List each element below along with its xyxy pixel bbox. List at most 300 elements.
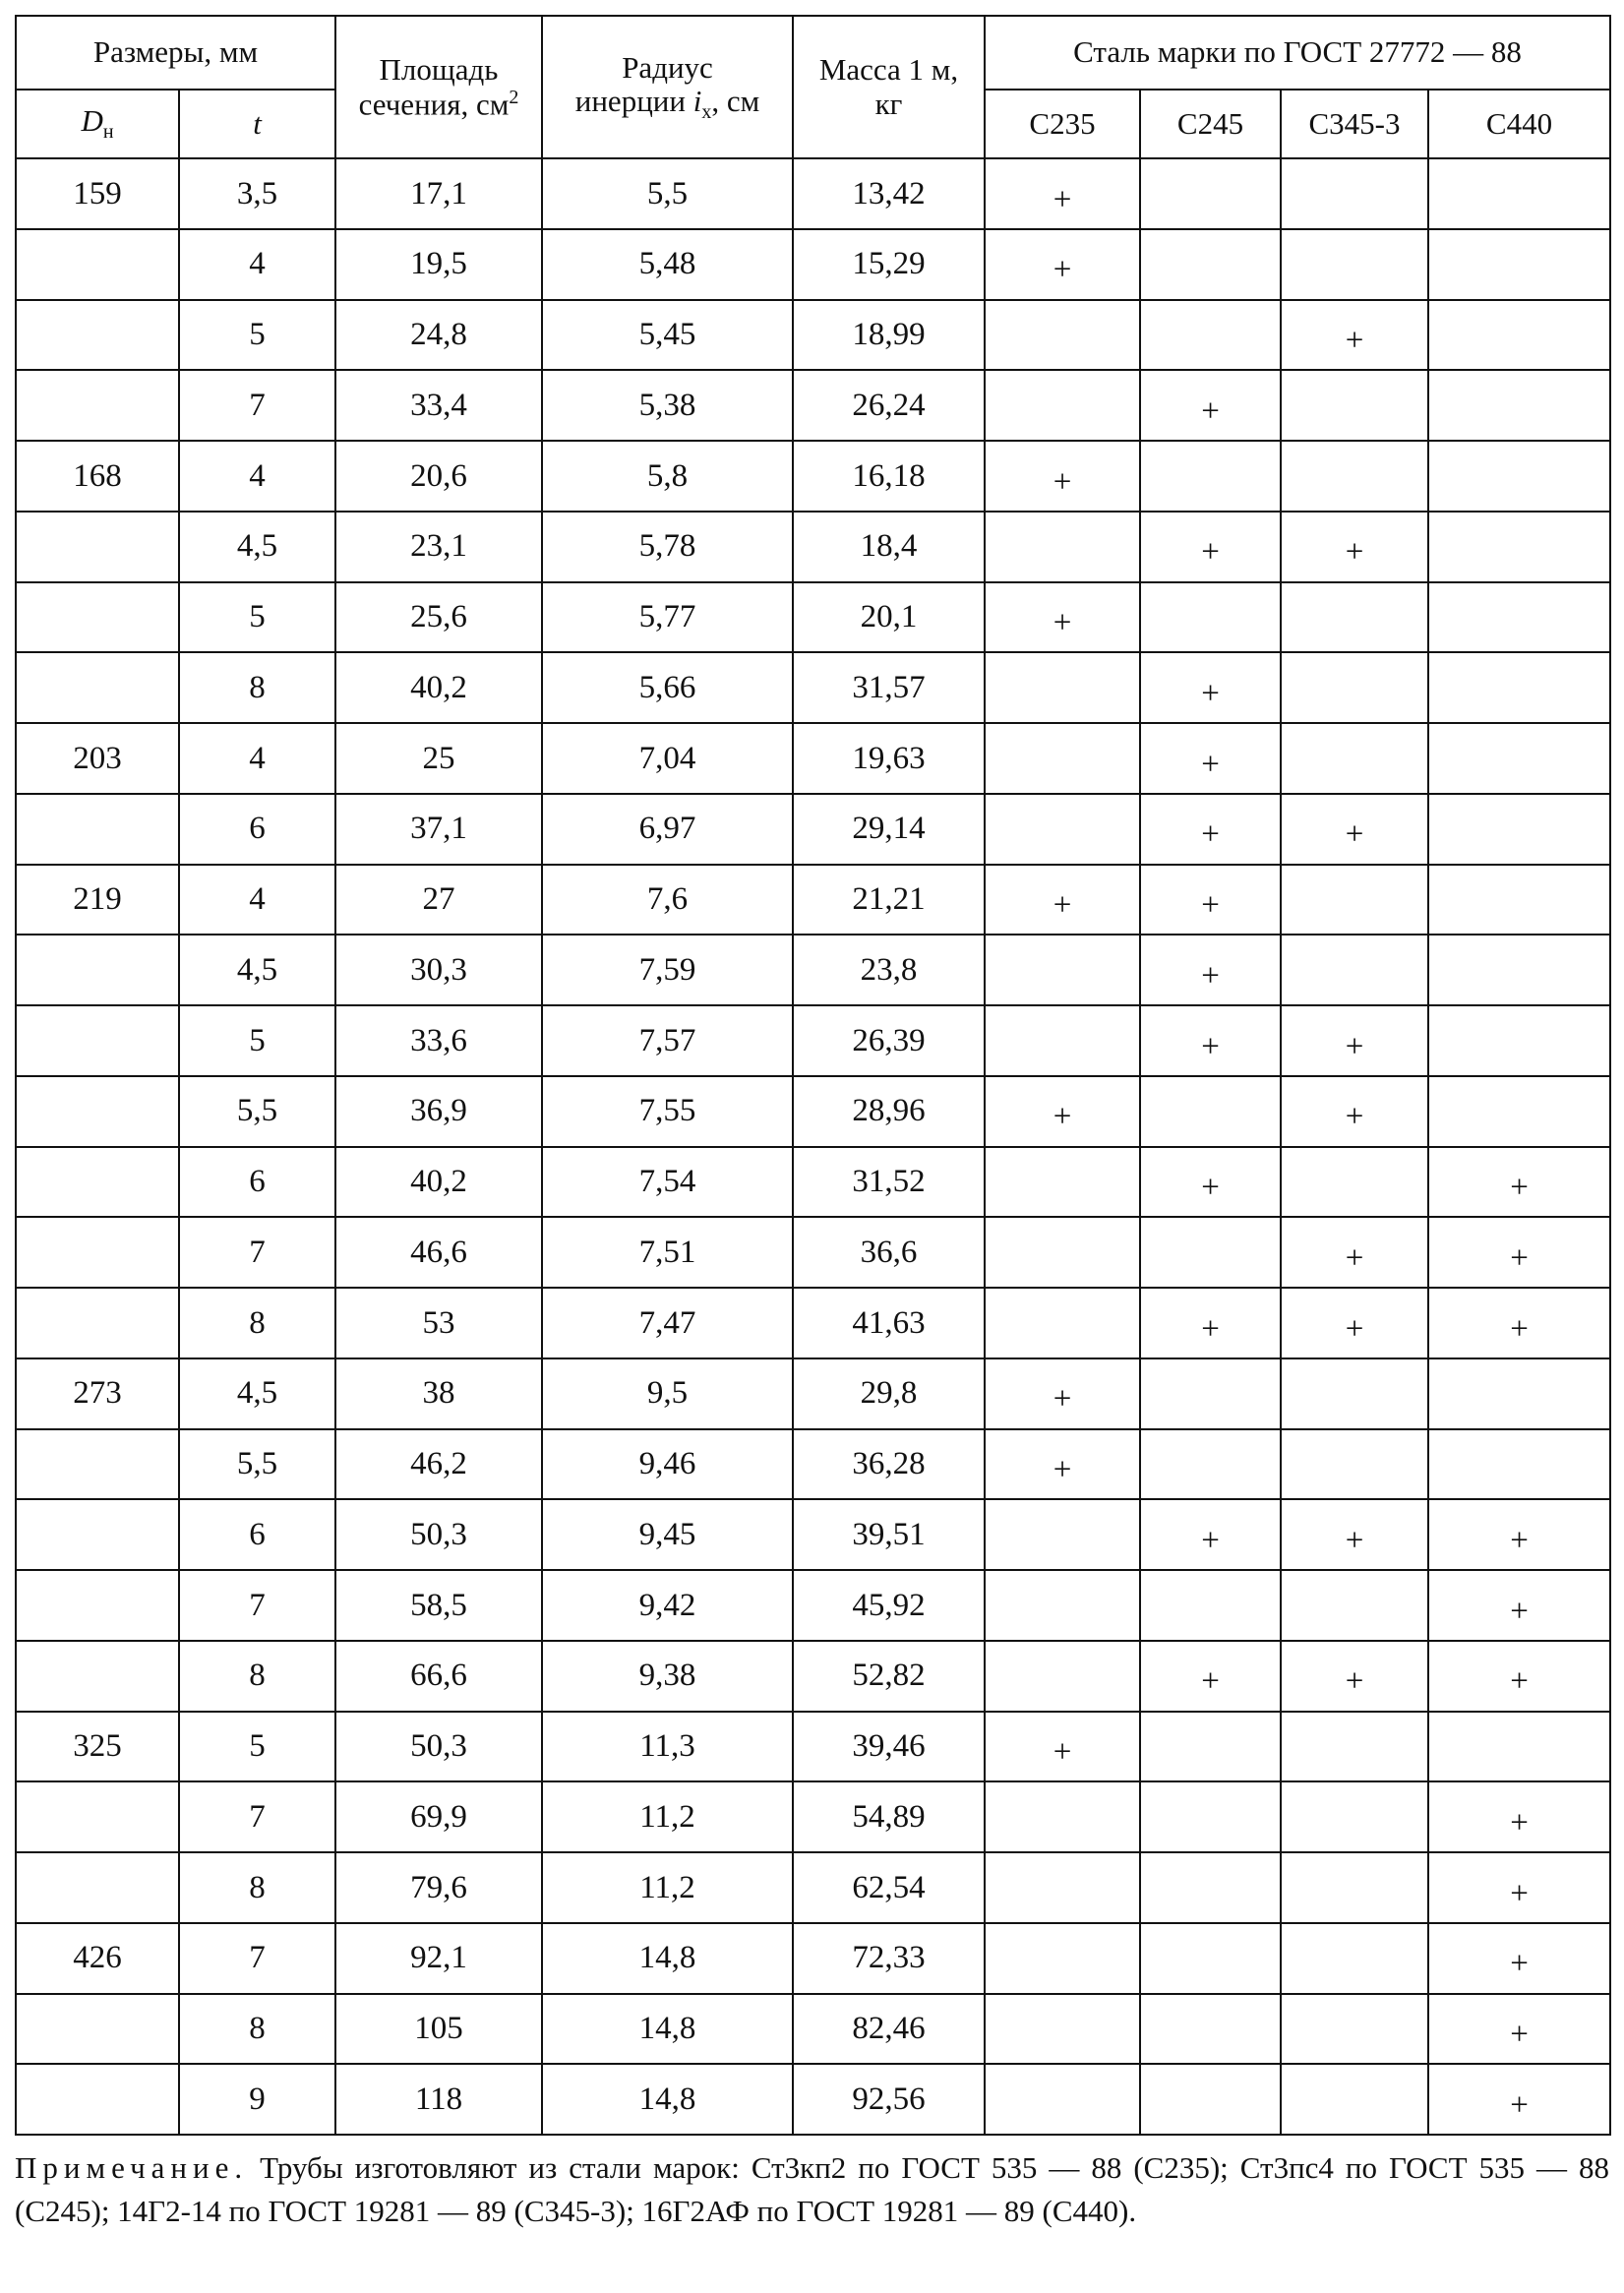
- cell-c245: [1140, 582, 1281, 653]
- cell-c245: +: [1140, 723, 1281, 794]
- table-row: [16, 512, 1610, 582]
- cell-mass: 92,56: [793, 2064, 985, 2135]
- cell-area: 30,3: [335, 935, 542, 1005]
- header-mass-line2: кг: [874, 86, 903, 121]
- cell-c345: [1281, 935, 1428, 1005]
- cell-radius: 11,2: [542, 1852, 793, 1923]
- table-row: [16, 1852, 1610, 1923]
- cell-c440: [1428, 300, 1610, 371]
- cell-c440: [1428, 441, 1610, 512]
- cell-radius: 5,5: [542, 158, 793, 229]
- cell-c440: +: [1428, 1852, 1610, 1923]
- cell-c235: [985, 1852, 1140, 1923]
- cell-t: 4: [179, 865, 335, 935]
- cell-c440: [1428, 794, 1610, 865]
- cell-c345: [1281, 1358, 1428, 1429]
- cell-dn: [16, 1429, 179, 1500]
- cell-c245: [1140, 229, 1281, 300]
- table-row: [16, 158, 1610, 229]
- cell-c245: [1140, 1994, 1281, 2065]
- cell-c345: +: [1281, 1499, 1428, 1570]
- cell-mass: 39,46: [793, 1712, 985, 1782]
- cell-dn: [16, 300, 179, 371]
- cell-c235: +: [985, 158, 1140, 229]
- table-row: [16, 370, 1610, 441]
- cell-mass: 19,63: [793, 723, 985, 794]
- cell-area: 19,5: [335, 229, 542, 300]
- cell-area: 24,8: [335, 300, 542, 371]
- cell-c235: +: [985, 1712, 1140, 1782]
- table-row: [16, 1994, 1610, 2065]
- cell-radius: 9,42: [542, 1570, 793, 1641]
- cell-c345: [1281, 723, 1428, 794]
- footnote-text: Трубы изготовляют из стали марок: Ст3кп2 по ГОСТ 535 — 88 (С235); Ст3пс4 по ГОСТ 535 — 88 (С245); 14Г2-14 по ГОСТ 19281 — 89 (С345-3); 16Г2АФ по ГОСТ 19281 — 89 (С440).: [15, 2150, 1609, 2228]
- footnote-label: Примечание.: [15, 2150, 249, 2185]
- cell-mass: 26,39: [793, 1005, 985, 1076]
- cell-c245: +: [1140, 1147, 1281, 1218]
- cell-c245: [1140, 1358, 1281, 1429]
- cell-t: 6: [179, 1499, 335, 1570]
- cell-c345: [1281, 865, 1428, 935]
- table-row: [16, 1499, 1610, 1570]
- cell-mass: 13,42: [793, 158, 985, 229]
- table-row: [16, 652, 1610, 723]
- cell-c245: [1140, 1852, 1281, 1923]
- cell-c245: +: [1140, 1005, 1281, 1076]
- cell-c245: [1140, 1076, 1281, 1147]
- cell-dn: [16, 935, 179, 1005]
- table-row: [16, 229, 1610, 300]
- table-row: [16, 300, 1610, 371]
- cell-area: 40,2: [335, 1147, 542, 1218]
- cell-c440: +: [1428, 1994, 1610, 2065]
- header-t: t: [179, 90, 335, 158]
- cell-t: 9: [179, 2064, 335, 2135]
- table-row: [16, 935, 1610, 1005]
- header-radius-line1: Радиус: [622, 49, 713, 85]
- cell-c245: +: [1140, 935, 1281, 1005]
- cell-mass: 62,54: [793, 1852, 985, 1923]
- cell-dn: 273: [16, 1358, 179, 1429]
- cell-c345: [1281, 229, 1428, 300]
- header-area: [335, 16, 542, 158]
- cell-c235: [985, 1499, 1140, 1570]
- cell-area: 33,6: [335, 1005, 542, 1076]
- table-row: [16, 2064, 1610, 2135]
- cell-area: 50,3: [335, 1712, 542, 1782]
- cell-c345: [1281, 1147, 1428, 1218]
- cell-c440: +: [1428, 1217, 1610, 1288]
- cell-c345: +: [1281, 512, 1428, 582]
- cell-mass: 20,1: [793, 582, 985, 653]
- cell-dn: 168: [16, 441, 179, 512]
- cell-c245: +: [1140, 794, 1281, 865]
- cell-c440: [1428, 723, 1610, 794]
- cell-mass: 41,63: [793, 1288, 985, 1358]
- cell-t: 4,5: [179, 512, 335, 582]
- cell-dn: [16, 1994, 179, 2065]
- table-row: [16, 1358, 1610, 1429]
- cell-dn: [16, 370, 179, 441]
- cell-area: 118: [335, 2064, 542, 2135]
- cell-area: 92,1: [335, 1923, 542, 1994]
- cell-area: 53: [335, 1288, 542, 1358]
- cell-dn: 219: [16, 865, 179, 935]
- table-row: [16, 1076, 1610, 1147]
- cell-area: 58,5: [335, 1570, 542, 1641]
- cell-c235: [985, 652, 1140, 723]
- cell-c245: +: [1140, 1641, 1281, 1712]
- cell-c235: +: [985, 1429, 1140, 1500]
- cell-c245: [1140, 1429, 1281, 1500]
- cell-c235: +: [985, 229, 1140, 300]
- header-c235: С235: [985, 90, 1140, 158]
- cell-radius: 5,38: [542, 370, 793, 441]
- footnote: [15, 2146, 1609, 2233]
- table-row: [16, 1641, 1610, 1712]
- cell-area: 25,6: [335, 582, 542, 653]
- cell-c440: [1428, 935, 1610, 1005]
- header-dn: $D_н$: [16, 90, 179, 158]
- cell-area: 33,4: [335, 370, 542, 441]
- cell-c235: +: [985, 441, 1140, 512]
- cell-c245: [1140, 1570, 1281, 1641]
- cell-c235: [985, 1781, 1140, 1852]
- cell-radius: 7,47: [542, 1288, 793, 1358]
- cell-area: 69,9: [335, 1781, 542, 1852]
- cell-c245: [1140, 2064, 1281, 2135]
- cell-radius: 7,54: [542, 1147, 793, 1218]
- cell-c345: [1281, 158, 1428, 229]
- cell-dn: [16, 582, 179, 653]
- cell-mass: 26,24: [793, 370, 985, 441]
- cell-mass: 52,82: [793, 1641, 985, 1712]
- cell-c440: [1428, 865, 1610, 935]
- cell-c245: [1140, 158, 1281, 229]
- cell-c345: [1281, 370, 1428, 441]
- cell-c440: [1428, 512, 1610, 582]
- cell-dn: [16, 652, 179, 723]
- cell-c245: [1140, 1712, 1281, 1782]
- cell-c440: [1428, 1429, 1610, 1500]
- cell-area: 23,1: [335, 512, 542, 582]
- cell-c440: [1428, 652, 1610, 723]
- cell-c245: +: [1140, 865, 1281, 935]
- cell-c345: [1281, 1923, 1428, 1994]
- table-row: [16, 794, 1610, 865]
- cell-radius: 5,78: [542, 512, 793, 582]
- cell-t: 8: [179, 1288, 335, 1358]
- cell-c245: +: [1140, 652, 1281, 723]
- cell-t: 4,5: [179, 935, 335, 1005]
- header-mass: [793, 16, 985, 158]
- cell-radius: 14,8: [542, 1923, 793, 1994]
- cell-area: 50,3: [335, 1499, 542, 1570]
- cell-t: 5: [179, 1005, 335, 1076]
- cell-c235: [985, 1147, 1140, 1218]
- header-steel-group: Сталь марки по ГОСТ 27772 — 88: [985, 16, 1610, 90]
- cell-c440: [1428, 1358, 1610, 1429]
- table-row: [16, 723, 1610, 794]
- cell-c235: [985, 300, 1140, 371]
- header-dimensions: Размеры, мм: [16, 16, 335, 90]
- cell-mass: 18,99: [793, 300, 985, 371]
- cell-c235: [985, 723, 1140, 794]
- cell-c345: [1281, 1712, 1428, 1782]
- cell-c235: [985, 1005, 1140, 1076]
- cell-c245: [1140, 300, 1281, 371]
- cell-c245: [1140, 1781, 1281, 1852]
- cell-mass: 36,28: [793, 1429, 985, 1500]
- cell-radius: 6,97: [542, 794, 793, 865]
- cell-c245: [1140, 1923, 1281, 1994]
- cell-c245: +: [1140, 1288, 1281, 1358]
- cell-c235: [985, 1641, 1140, 1712]
- cell-c235: [985, 1570, 1140, 1641]
- cell-c345: +: [1281, 1641, 1428, 1712]
- cell-c440: +: [1428, 1288, 1610, 1358]
- cell-c235: [985, 935, 1140, 1005]
- cell-dn: [16, 794, 179, 865]
- cell-dn: [16, 1217, 179, 1288]
- cell-c345: [1281, 582, 1428, 653]
- header-radius-line2: инерции $i_x$, см: [574, 83, 760, 124]
- cell-c245: +: [1140, 512, 1281, 582]
- table-row: [16, 865, 1610, 935]
- cell-t: 4: [179, 441, 335, 512]
- header-c440: С440: [1428, 90, 1610, 158]
- cell-t: 7: [179, 370, 335, 441]
- cell-c345: +: [1281, 1217, 1428, 1288]
- cell-c440: +: [1428, 2064, 1610, 2135]
- cell-c345: +: [1281, 1076, 1428, 1147]
- header-c245: С245: [1140, 90, 1281, 158]
- cell-c345: [1281, 1781, 1428, 1852]
- cell-c440: +: [1428, 1923, 1610, 1994]
- table-row: [16, 1429, 1610, 1500]
- cell-radius: 9,38: [542, 1641, 793, 1712]
- cell-dn: 203: [16, 723, 179, 794]
- cell-c345: +: [1281, 1288, 1428, 1358]
- cell-c235: +: [985, 582, 1140, 653]
- cell-c440: [1428, 1005, 1610, 1076]
- header-area-line2: сечения, $см^2$: [358, 86, 519, 122]
- cell-c345: [1281, 1570, 1428, 1641]
- cell-dn: [16, 1641, 179, 1712]
- cell-dn: 159: [16, 158, 179, 229]
- table-body: [16, 158, 1610, 2135]
- cell-radius: 7,55: [542, 1076, 793, 1147]
- cell-mass: 39,51: [793, 1499, 985, 1570]
- cell-c345: [1281, 441, 1428, 512]
- cell-c440: +: [1428, 1499, 1610, 1570]
- cell-dn: [16, 1570, 179, 1641]
- cell-c345: [1281, 1994, 1428, 2065]
- cell-c235: +: [985, 865, 1140, 935]
- cell-c235: [985, 2064, 1140, 2135]
- cell-c440: [1428, 1076, 1610, 1147]
- cell-dn: 325: [16, 1712, 179, 1782]
- cell-t: 5: [179, 1712, 335, 1782]
- cell-c345: +: [1281, 1005, 1428, 1076]
- pipe-table: [15, 15, 1611, 2136]
- table-row: [16, 1147, 1610, 1218]
- table-row: [16, 1570, 1610, 1641]
- cell-dn: [16, 1852, 179, 1923]
- cell-c440: [1428, 158, 1610, 229]
- cell-dn: 426: [16, 1923, 179, 1994]
- cell-t: 4,5: [179, 1358, 335, 1429]
- cell-dn: [16, 512, 179, 582]
- cell-c345: [1281, 652, 1428, 723]
- table-row: [16, 1712, 1610, 1782]
- cell-radius: 5,48: [542, 229, 793, 300]
- cell-area: 105: [335, 1994, 542, 2065]
- cell-radius: 14,8: [542, 1994, 793, 2065]
- cell-c245: +: [1140, 370, 1281, 441]
- cell-t: 7: [179, 1217, 335, 1288]
- cell-c235: [985, 512, 1140, 582]
- cell-t: 6: [179, 794, 335, 865]
- cell-radius: 9,46: [542, 1429, 793, 1500]
- cell-area: 38: [335, 1358, 542, 1429]
- cell-radius: 11,2: [542, 1781, 793, 1852]
- cell-c440: +: [1428, 1781, 1610, 1852]
- table-row: [16, 1217, 1610, 1288]
- cell-dn: [16, 1288, 179, 1358]
- cell-c235: +: [985, 1358, 1140, 1429]
- cell-c235: [985, 1923, 1140, 1994]
- cell-area: 40,2: [335, 652, 542, 723]
- cell-dn: [16, 1781, 179, 1852]
- cell-mass: 28,96: [793, 1076, 985, 1147]
- header-radius: [542, 16, 793, 158]
- cell-radius: 7,04: [542, 723, 793, 794]
- cell-c235: [985, 1217, 1140, 1288]
- cell-c440: [1428, 229, 1610, 300]
- cell-t: 8: [179, 652, 335, 723]
- cell-t: 3,5: [179, 158, 335, 229]
- cell-mass: 72,33: [793, 1923, 985, 1994]
- cell-t: 5: [179, 582, 335, 653]
- cell-c235: +: [985, 1076, 1140, 1147]
- cell-radius: 9,5: [542, 1358, 793, 1429]
- cell-mass: 21,21: [793, 865, 985, 935]
- cell-c245: +: [1140, 1499, 1281, 1570]
- cell-mass: 16,18: [793, 441, 985, 512]
- cell-area: 46,2: [335, 1429, 542, 1500]
- cell-radius: 7,59: [542, 935, 793, 1005]
- cell-c235: [985, 370, 1140, 441]
- cell-mass: 29,8: [793, 1358, 985, 1429]
- cell-t: 7: [179, 1570, 335, 1641]
- cell-t: 7: [179, 1781, 335, 1852]
- cell-c235: [985, 1288, 1140, 1358]
- cell-mass: 23,8: [793, 935, 985, 1005]
- cell-radius: 7,6: [542, 865, 793, 935]
- cell-area: 20,6: [335, 441, 542, 512]
- cell-dn: [16, 229, 179, 300]
- cell-t: 4: [179, 723, 335, 794]
- cell-t: 5,5: [179, 1076, 335, 1147]
- cell-c345: [1281, 1429, 1428, 1500]
- cell-dn: [16, 1147, 179, 1218]
- cell-c440: [1428, 582, 1610, 653]
- cell-radius: 11,3: [542, 1712, 793, 1782]
- table-row: [16, 1005, 1610, 1076]
- cell-c245: [1140, 1217, 1281, 1288]
- cell-mass: 82,46: [793, 1994, 985, 2065]
- cell-dn: [16, 1499, 179, 1570]
- cell-c440: +: [1428, 1570, 1610, 1641]
- cell-radius: 7,57: [542, 1005, 793, 1076]
- cell-area: 25: [335, 723, 542, 794]
- header-mass-line1: Масса 1 м,: [818, 52, 959, 88]
- header-area-line1: Площадь: [379, 51, 499, 87]
- cell-radius: 7,51: [542, 1217, 793, 1288]
- cell-radius: 5,45: [542, 300, 793, 371]
- cell-t: 5,5: [179, 1429, 335, 1500]
- header-c345: С345-3: [1281, 90, 1428, 158]
- cell-mass: 45,92: [793, 1570, 985, 1641]
- cell-t: 4: [179, 229, 335, 300]
- table-row: [16, 1923, 1610, 1994]
- cell-area: 66,6: [335, 1641, 542, 1712]
- cell-mass: 54,89: [793, 1781, 985, 1852]
- cell-radius: 5,8: [542, 441, 793, 512]
- cell-t: 7: [179, 1923, 335, 1994]
- cell-t: 8: [179, 1852, 335, 1923]
- cell-c440: [1428, 1712, 1610, 1782]
- cell-dn: [16, 1005, 179, 1076]
- table-row: [16, 1781, 1610, 1852]
- cell-mass: 15,29: [793, 229, 985, 300]
- table-row: [16, 441, 1610, 512]
- cell-c345: [1281, 2064, 1428, 2135]
- cell-t: 8: [179, 1641, 335, 1712]
- cell-dn: [16, 2064, 179, 2135]
- table-row: [16, 1288, 1610, 1358]
- cell-area: 27: [335, 865, 542, 935]
- cell-t: 8: [179, 1994, 335, 2065]
- table-row: [16, 582, 1610, 653]
- cell-mass: 29,14: [793, 794, 985, 865]
- cell-area: 79,6: [335, 1852, 542, 1923]
- cell-c245: [1140, 441, 1281, 512]
- cell-c345: +: [1281, 794, 1428, 865]
- cell-radius: 5,77: [542, 582, 793, 653]
- cell-mass: 31,52: [793, 1147, 985, 1218]
- cell-t: 5: [179, 300, 335, 371]
- cell-radius: 9,45: [542, 1499, 793, 1570]
- cell-area: 46,6: [335, 1217, 542, 1288]
- cell-c440: +: [1428, 1641, 1610, 1712]
- cell-area: 36,9: [335, 1076, 542, 1147]
- cell-mass: 36,6: [793, 1217, 985, 1288]
- cell-radius: 14,8: [542, 2064, 793, 2135]
- cell-c235: [985, 794, 1140, 865]
- cell-mass: 18,4: [793, 512, 985, 582]
- cell-area: 17,1: [335, 158, 542, 229]
- cell-t: 6: [179, 1147, 335, 1218]
- cell-c345: +: [1281, 300, 1428, 371]
- cell-c345: [1281, 1852, 1428, 1923]
- cell-radius: 5,66: [542, 652, 793, 723]
- cell-c440: +: [1428, 1147, 1610, 1218]
- cell-c440: [1428, 370, 1610, 441]
- cell-mass: 31,57: [793, 652, 985, 723]
- cell-area: 37,1: [335, 794, 542, 865]
